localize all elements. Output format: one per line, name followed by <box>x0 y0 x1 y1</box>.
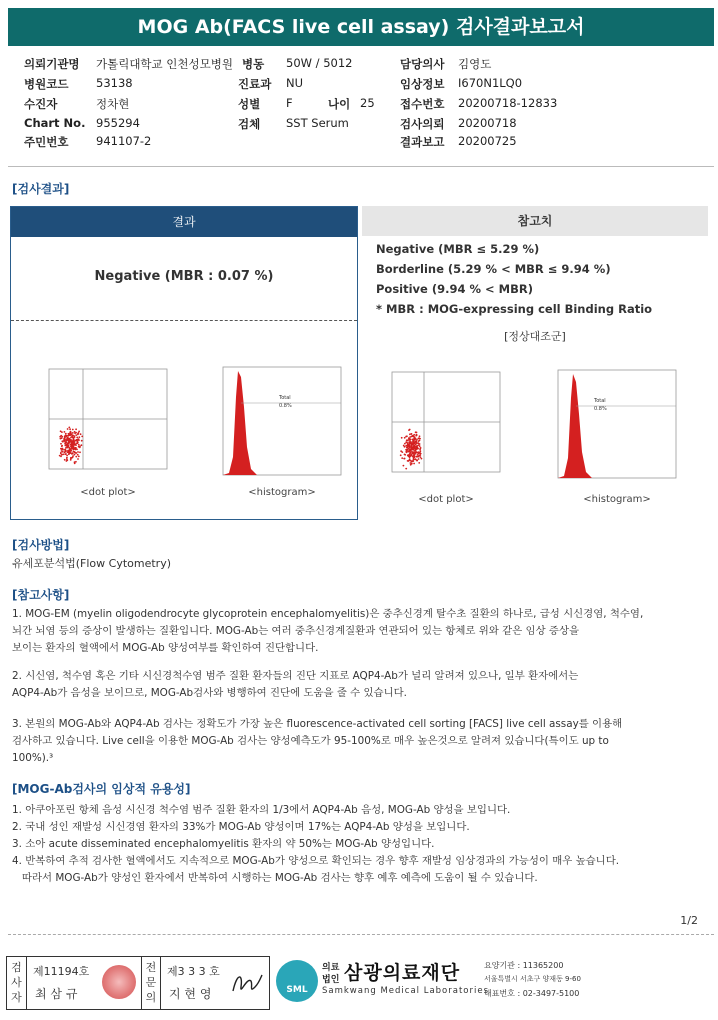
scatter-dot <box>421 458 423 460</box>
scatter-dot <box>70 431 72 433</box>
label-chart-no: Chart No. <box>24 116 86 130</box>
scatter-dot <box>65 441 67 443</box>
dot-plot <box>49 369 167 469</box>
scatter-dot <box>413 463 415 465</box>
ref-mbr-note: * MBR : MOG-expressing cell Binding Ratio <box>376 302 653 316</box>
value-patient: 정차현 <box>96 97 130 111</box>
label-requester: 의뢰기관명 <box>24 57 80 71</box>
scatter-dot <box>419 445 421 447</box>
verifier-license: 제3 3 3 호 <box>167 965 220 978</box>
scatter-dot <box>418 458 420 460</box>
clinical-item-3: 3. 소아 acute disseminated encephalomyelitis 환자의 약 50%는 MOG-Ab 양성입니다. <box>12 838 435 850</box>
scatter-dot <box>66 457 68 459</box>
label-resident-no: 주민번호 <box>24 135 69 149</box>
scatter-dot <box>413 438 415 440</box>
scatter-dot <box>68 427 70 429</box>
scatter-dot <box>76 437 78 439</box>
clinical-list <box>12 802 712 887</box>
value-hospital-code: 53138 <box>96 76 133 90</box>
scatter-dot <box>405 441 407 443</box>
scatter-dot <box>67 450 69 452</box>
scatter-dot <box>80 433 82 435</box>
note-2-line-1: 2. 시신염, 척수염 혹은 기타 시신경척수염 범주 질환 환자들의 진단 지표로 AQP4-Ab가 널리 알려져 있으나, 일부 환자에서는 <box>12 670 579 682</box>
scatter-dot <box>75 444 77 446</box>
clinical-title: [MOG-Ab검사의 임상적 유용성] <box>12 782 191 796</box>
scatter-dot <box>409 444 411 446</box>
label-clinical-info: 임상정보 <box>400 77 445 91</box>
inspector-label: 검사자 <box>7 957 27 1009</box>
scatter-dot <box>71 447 73 449</box>
scatter-dot <box>69 433 71 435</box>
value-receipt-no: 20200718-12833 <box>458 96 558 110</box>
scatter-dot <box>414 452 416 454</box>
control-hist-total-label: Total <box>594 398 606 404</box>
value-chart-no: 955294 <box>96 116 140 130</box>
scatter-dot <box>66 446 68 448</box>
sml-logo-icon: SML <box>276 960 318 1002</box>
verifier-label: 전문의 <box>141 957 161 1009</box>
scatter-dot <box>60 430 62 432</box>
scatter-dot <box>60 443 62 445</box>
value-specimen: SST Serum <box>286 116 349 130</box>
scatter-dot <box>65 433 67 435</box>
scatter-dot <box>415 431 417 433</box>
scatter-dot <box>78 436 80 438</box>
scatter-dot <box>73 451 75 453</box>
scatter-dot <box>401 437 403 439</box>
patient-info <box>0 0 718 160</box>
ref-positive: Positive (9.94 % < MBR) <box>376 282 533 296</box>
scatter-dot <box>401 457 403 459</box>
contact-address: 서울특별시 서초구 양재동 9-60 <box>484 975 581 983</box>
clinical-item-5: 따라서 MOG-Ab가 양성인 환자에서 반복하여 시행하는 MOG-Ab 검사는 향후 예후 예측에 도움이 될 수 있습니다. <box>12 872 538 884</box>
scatter-dot <box>414 436 416 438</box>
scatter-dot <box>79 447 81 449</box>
value-doctor: 김영도 <box>458 57 492 71</box>
result-plots <box>11 337 357 507</box>
scatter-dot <box>419 448 421 450</box>
scatter-dot <box>415 443 417 445</box>
label-report-date: 결과보고 <box>400 135 445 149</box>
scatter-dot <box>67 435 69 437</box>
scatter-dot <box>69 428 71 430</box>
scatter-dot <box>409 458 411 460</box>
scatter-dot <box>69 452 71 454</box>
scatter-dot <box>77 458 79 460</box>
divider <box>8 166 714 167</box>
scatter-dot <box>60 435 62 437</box>
notes-title: [참고사항] <box>12 588 70 602</box>
scatter-dot <box>75 456 77 458</box>
scatter-dot <box>75 428 77 430</box>
footer-divider <box>8 934 714 935</box>
histogram <box>223 367 341 475</box>
scatter-dot <box>410 433 412 435</box>
hist-total-label: Total <box>279 395 291 401</box>
control-histogram <box>558 370 676 478</box>
org-name-en: Samkwang Medical Laboratories <box>322 986 490 996</box>
label-patient: 수진자 <box>24 97 58 111</box>
red-seal-stamp <box>102 965 136 999</box>
scatter-dot <box>404 454 406 456</box>
control-dot-plot <box>392 372 500 472</box>
scatter-dot <box>75 434 77 436</box>
inspector-name: 최 삼 규 <box>35 987 78 1001</box>
scatter-dot <box>405 445 407 447</box>
note-1-line-2: 뇌간 뇌염 등의 증상이 발생하는 질환입니다. MOG-Ab는 여러 중추신경계질환과 연관되어 있는 항체로 위와 같은 임상 증상을 <box>12 625 580 637</box>
control-histogram-caption: <histogram> <box>583 494 651 505</box>
scatter-dot <box>69 447 71 449</box>
report-title: MOG Ab(FACS live cell assay) 검사결과보고서 <box>8 8 714 46</box>
scatter-dot <box>75 432 77 434</box>
scatter-dot <box>410 453 412 455</box>
scatter-dot <box>70 450 72 452</box>
label-department: 진료과 <box>238 77 272 91</box>
scatter-dot <box>61 448 63 450</box>
scatter-dot <box>400 454 402 456</box>
scatter-dot <box>60 438 62 440</box>
scatter-dot <box>416 439 418 441</box>
scatter-dot <box>406 435 408 437</box>
scatter-dot <box>419 440 421 442</box>
signature-icon <box>229 967 265 999</box>
method-title: [검사방법] <box>12 538 70 552</box>
label-ward: 병동 <box>242 57 265 71</box>
scatter-dot <box>77 451 79 453</box>
label-sex: 성별 <box>238 97 261 111</box>
result-panel-header: 결과 <box>11 207 357 237</box>
value-sex: F <box>286 96 293 110</box>
note-2 <box>12 668 712 702</box>
scatter-dot <box>408 437 410 439</box>
scatter-dot <box>75 461 77 463</box>
value-age: 25 <box>360 96 375 110</box>
contact-code: 요양기관 : 11365200 <box>484 961 564 970</box>
scatter-dot <box>404 437 406 439</box>
scatter-dot <box>412 435 414 437</box>
note-3 <box>12 716 712 767</box>
scatter-dot <box>64 459 66 461</box>
value-request-date: 20200718 <box>458 116 517 130</box>
scatter-dot <box>418 462 420 464</box>
scatter-dot <box>66 459 68 461</box>
value-resident-no: 941107-2 <box>96 134 152 148</box>
scatter-dot <box>74 448 76 450</box>
scatter-dot <box>66 436 68 438</box>
scatter-dot <box>409 442 411 444</box>
contact-phone: 대표번호 : 02-3497-5100 <box>484 989 580 998</box>
scatter-dot <box>78 444 80 446</box>
scatter-dot <box>61 450 63 452</box>
clinical-item-2: 2. 국내 성인 재발성 시신경염 환자의 33%가 MOG-Ab 양성이며 17%는 AQP4-Ab 양성을 보입니다. <box>12 821 470 833</box>
scatter-dot <box>64 453 66 455</box>
scatter-dot <box>410 460 412 462</box>
scatter-dot <box>74 452 76 454</box>
note-1-line-1: 1. MOG-EM (myelin oligodendrocyte glycoprotein encephalomyelitis)은 중추신경계 탈수초 질환의 하나로, 급성 시신경염, 척수염, <box>12 608 644 620</box>
scatter-dot <box>64 445 66 447</box>
note-2-line-2: AQP4-Ab가 음성을 보이므로, MOG-Ab검사와 병행하여 진단에 도움을 줄 수 있습니다. <box>12 687 407 699</box>
scatter-dot <box>59 455 61 457</box>
scatter-dot <box>74 454 76 456</box>
note-3-line-3: 100%).³ <box>12 752 54 764</box>
note-3-line-1: 3. 본원의 MOG-Ab와 AQP4-Ab 검사는 정확도가 가장 높은 fluorescence-activated cell sorting [FACS] live cell assay를 이용해 <box>12 718 623 730</box>
hist-percent-label: 0.8% <box>279 403 292 409</box>
scatter-dot <box>418 442 420 444</box>
scatter-dot <box>406 439 408 441</box>
scatter-dot <box>73 435 75 437</box>
scatter-dot <box>66 455 68 457</box>
verifier-name: 지 현 영 <box>169 987 212 1001</box>
scatter-dot <box>412 448 414 450</box>
scatter-dot <box>64 431 66 433</box>
scatter-dot <box>416 451 418 453</box>
scatter-dot <box>408 429 410 431</box>
value-clinical-info: I670N1LQ0 <box>458 76 523 90</box>
scatter-dot <box>413 442 415 444</box>
scatter-dot <box>410 450 412 452</box>
scatter-dot <box>404 443 406 445</box>
scatter-dot <box>79 451 81 453</box>
label-receipt-no: 접수번호 <box>400 97 445 111</box>
scatter-dot <box>64 436 66 438</box>
label-hospital-code: 병원코드 <box>24 77 69 91</box>
scatter-dot <box>73 441 75 443</box>
scatter-dot <box>72 455 74 457</box>
scatter-dot <box>405 468 407 470</box>
scatter-dot <box>77 454 79 456</box>
ref-negative: Negative (MBR ≤ 5.29 %) <box>376 242 540 256</box>
inspector-license: 제11194호 <box>33 965 90 978</box>
scatter-dot <box>413 445 415 447</box>
control-plots <box>362 340 708 516</box>
result-dashed-divider <box>11 320 357 321</box>
label-doctor: 담당의사 <box>400 57 445 71</box>
scatter-dot <box>404 458 406 460</box>
scatter-dot <box>419 435 421 437</box>
scatter-dot <box>406 451 408 453</box>
scatter-dot <box>410 462 412 464</box>
note-1 <box>12 606 712 657</box>
scatter-dot <box>416 459 418 461</box>
value-ward: 50W / 5012 <box>286 56 353 70</box>
scatter-dot <box>64 449 66 451</box>
scatter-dot <box>81 436 83 438</box>
scatter-dot <box>73 448 75 450</box>
control-dot-plot-caption: <dot plot> <box>418 494 474 505</box>
org-block <box>276 958 716 1008</box>
label-age: 나이 <box>328 97 351 111</box>
control-hist-percent-label: 0.8% <box>594 406 607 412</box>
reference-panel <box>362 206 708 520</box>
scatter-dot <box>403 465 405 467</box>
org-name: 삼광의료재단 <box>344 962 461 984</box>
ref-borderline: Borderline (5.29 % < MBR ≤ 9.94 %) <box>376 262 611 276</box>
scatter-dot <box>413 434 415 436</box>
scatter-dot <box>417 454 419 456</box>
scatter-dot <box>67 428 69 430</box>
result-section-title: [검사결과] <box>12 182 70 196</box>
control-label: [정상대조군] <box>504 330 566 343</box>
result-value: Negative (MBR : 0.07 %) <box>94 269 274 284</box>
reference-panel-header: 참고치 <box>362 206 708 236</box>
value-report-date: 20200725 <box>458 134 517 148</box>
signature-box <box>6 956 270 1010</box>
scatter-dot <box>78 456 80 458</box>
method-text: 유세포분석법(Flow Cytometry) <box>12 557 172 570</box>
scatter-dot <box>81 440 83 442</box>
scatter-dot <box>404 446 406 448</box>
scatter-dot <box>64 440 66 442</box>
org-type-1: 의료 <box>322 963 340 973</box>
scatter-dot <box>416 434 418 436</box>
scatter-dot <box>71 443 73 445</box>
value-requester: 가톨릭대학교 인천성모병원 <box>96 57 233 71</box>
scatter-dot <box>72 446 74 448</box>
scatter-dot <box>401 451 403 453</box>
dot-plot-caption: <dot plot> <box>80 487 136 498</box>
scatter-dot <box>62 441 64 443</box>
scatter-dot <box>78 431 80 433</box>
scatter-dot <box>407 444 409 446</box>
scatter-dot <box>408 460 410 462</box>
scatter-dot <box>60 453 62 455</box>
scatter-dot <box>67 451 69 453</box>
scatter-dot <box>419 451 421 453</box>
scatter-dot <box>419 455 421 457</box>
result-panel <box>10 206 358 520</box>
scatter-dot <box>411 443 413 445</box>
scatter-dot <box>76 439 78 441</box>
label-request-date: 검사의뢰 <box>400 117 445 131</box>
scatter-dot <box>69 439 71 441</box>
scatter-dot <box>419 438 421 440</box>
value-department: NU <box>286 76 304 90</box>
scatter-dot <box>70 459 72 461</box>
scatter-dot <box>61 445 63 447</box>
label-specimen: 검체 <box>238 117 261 131</box>
clinical-item-4: 4. 반복하여 추적 검사한 혈액에서도 지속적으로 MOG-Ab가 양성으로 확인되는 경우 향후 재발성 임상경과의 가능성이 매우 높습니다. <box>12 855 620 867</box>
page-number: 1/2 <box>680 914 698 927</box>
scatter-dot <box>407 446 409 448</box>
histogram-caption: <histogram> <box>248 487 316 498</box>
scatter-dot <box>72 429 74 431</box>
scatter-dot <box>413 459 415 461</box>
scatter-dot <box>81 444 83 446</box>
scatter-dot <box>77 442 79 444</box>
org-type-2: 법인 <box>322 975 340 985</box>
note-1-line-3: 보이는 환자의 혈액에서 MOG-Ab 양성여부를 확인하여 진단합니다. <box>12 642 319 654</box>
scatter-dot <box>416 447 418 449</box>
scatter-dot <box>414 450 416 452</box>
clinical-item-1: 1. 아쿠아포린 항체 음성 시신경 척수염 범주 질환 환자의 1/3에서 AQP4-Ab 음성, MOG-Ab 양성을 보입니다. <box>12 804 511 816</box>
scatter-dot <box>414 456 416 458</box>
note-3-line-2: 검사하고 있습니다. Live cell을 이용한 MOG-Ab 검사는 양성예측도가 95-100%로 매우 높은것으로 알려져 있습니다(특이도 up to <box>12 735 609 747</box>
